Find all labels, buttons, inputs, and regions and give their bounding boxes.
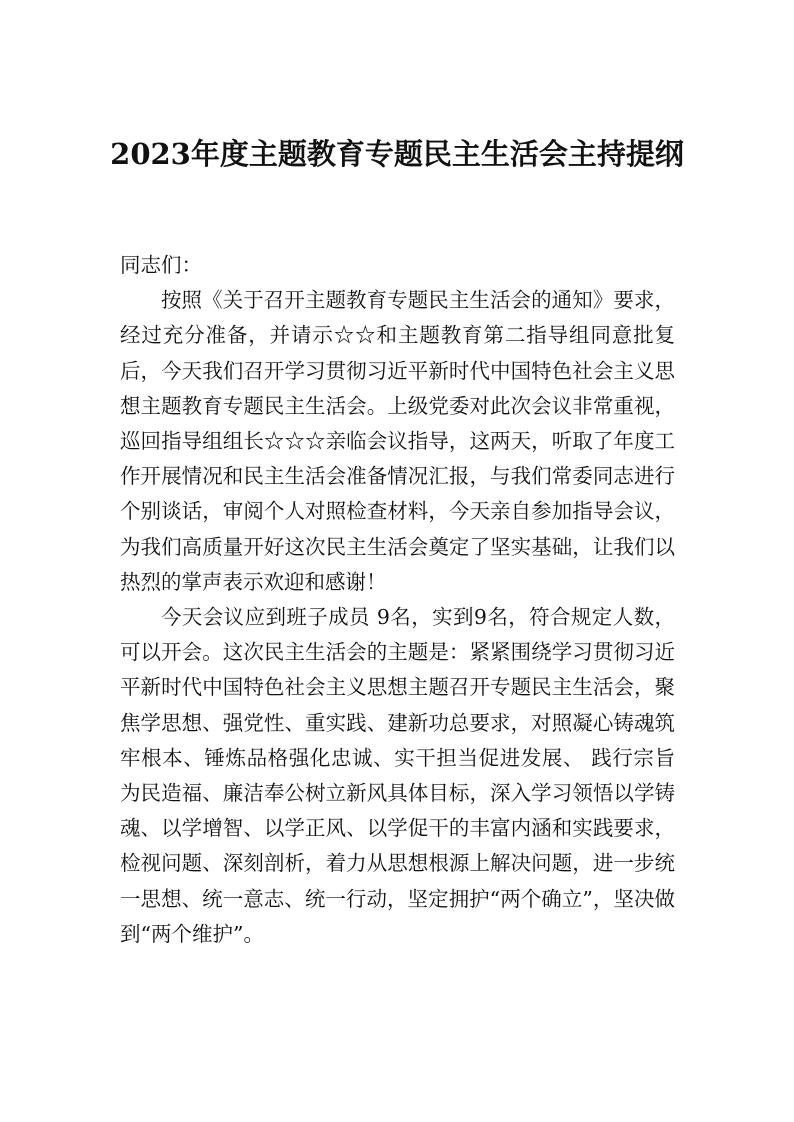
salutation: 同志们： (120, 253, 202, 277)
paragraph-1: 按照《关于召开主题教育专题民主生活会的通知》要求，经过充分准备，并请示☆☆和主题教育第二指导组同意批复后，今天我们召开学习贯彻习近平新时代中国特色社会主义思想主题教育专题民主生活会。上级党委对此次会议非常重视，巡回指导组组长☆☆☆亲临会议指导，这两天，听取了年度工作开展情况和民主生活会准备情况汇报，与我们常委同志进行个别谈话，审阅个人对照检查材料，今天亲自参加指导会议，为我们高质量开好这次民主生活会奠定了坚实基础，让我们以热烈的掌声表示欢迎和感谢！ (120, 288, 675, 594)
document-body (120, 248, 675, 952)
document-title: 2023年度主题教育专题民主生活会主持提纲 (110, 137, 684, 171)
paragraph-2: 今天会议应到班子成员 9名，实到9名，符合规定人数，可以开会。这次民主生活会的主题是：紧紧围绕学习贯彻习近平新时代中国特色社会主义思想主题召开专题民主生活会，聚焦学思想、强党性、重实践、建新功总要求，对照凝心铸魂筑牢根本、锤炼品格强化忠诚、实干担当促进发展、 践行宗旨为民造福、廉洁奉公树立新风具体目标，深入学习领悟以学铸魂、以学增智、以学正风、以学促干的丰富内涵和实践要求，检视问题、深刻剖析，着力从思想根源上解决问题，进一步统一思想、统一意志、统一行动，坚定拥护“两个确立”，坚决做到“两个维护”。 (120, 605, 675, 946)
